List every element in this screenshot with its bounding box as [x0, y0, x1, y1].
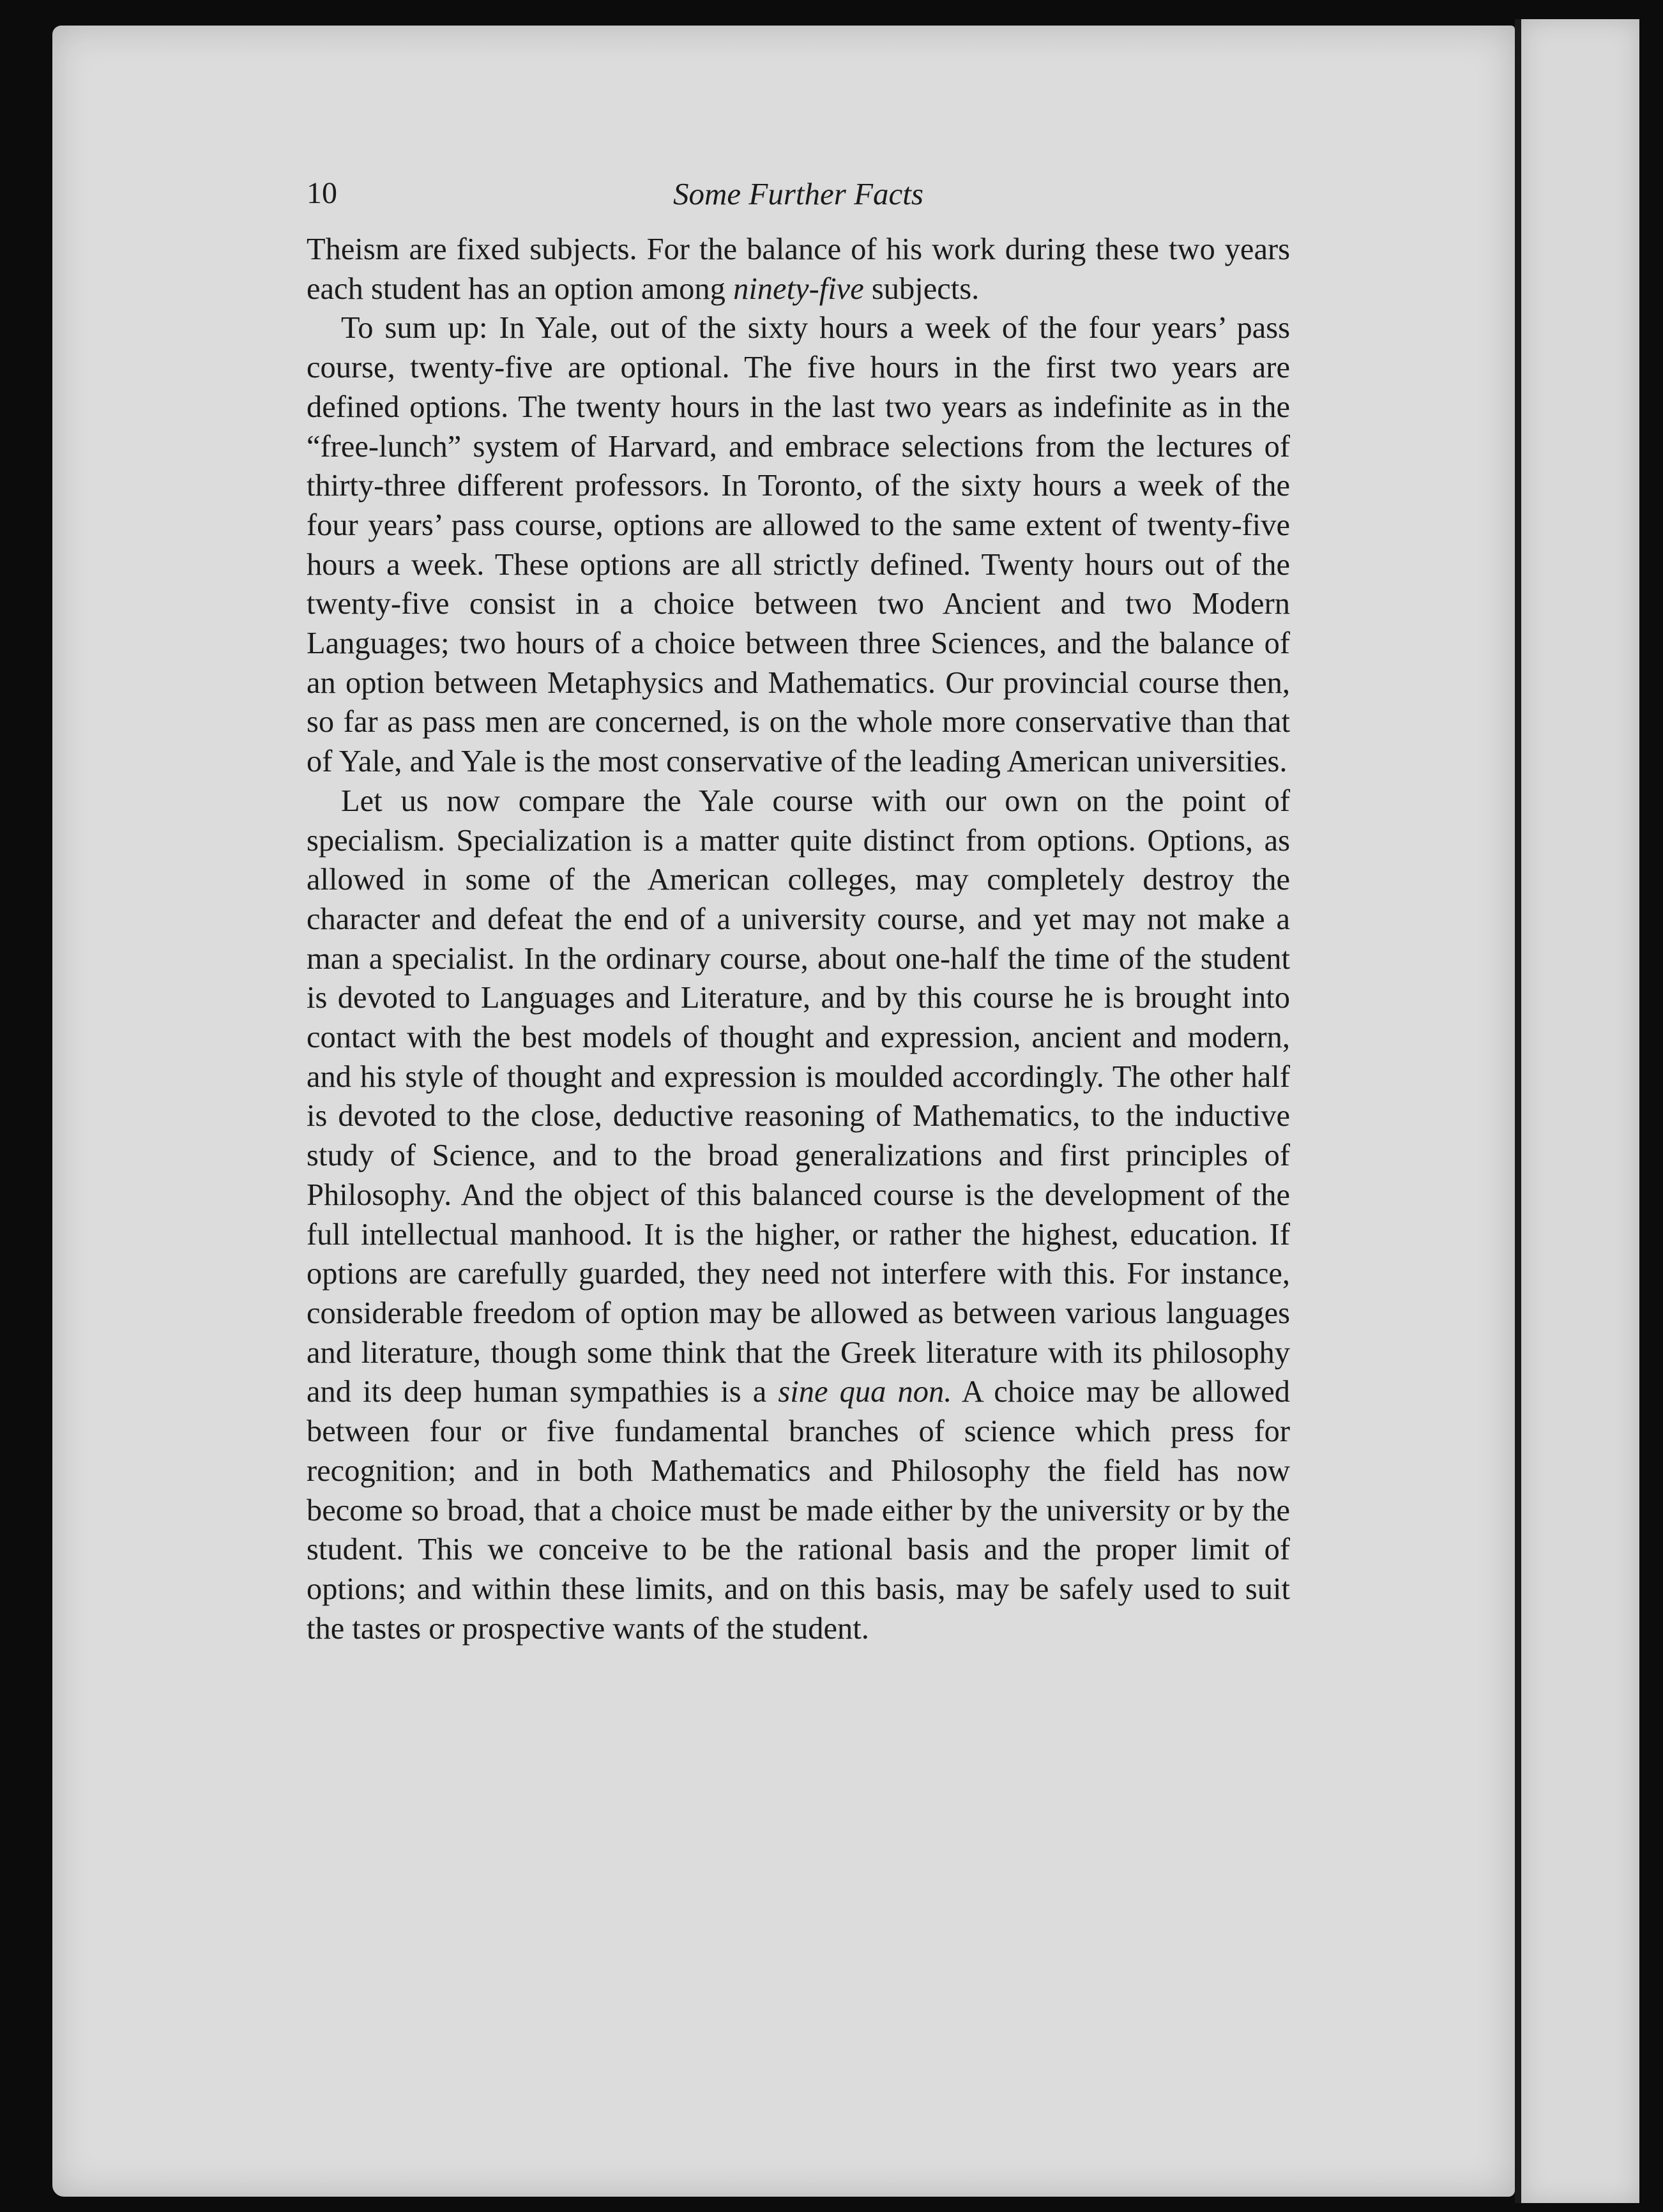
page-text-block	[307, 163, 1290, 1648]
paragraph-3	[307, 782, 1290, 1648]
italic-emphasis: sine qua non.	[778, 1375, 952, 1409]
paragraph-text: subjects.	[863, 271, 980, 306]
paragraph-text: Let us now compare the Yale course with our own on the point of specialism. Specialization is a matter quite distinct from options. Options, as allowed in some of the American colleges, may completely destroy the character and defeat the end of a university course, and yet may not make a man a specialist. In the ordinary course, about one-half the time of the student is devoted to Languages and Literature, and by this course he is brought into contact with the best models of thought and expression, ancient and modern, and his style of thought and expression is moulded accordingly. The other half is devoted to the close, deductive reasoning of Mathematics, to the inductive study of Science, and to the broad generalizations and first principles of Philosophy. And the object of this balanced course is the development of the full intellectual manhood. It is the higher, or rather the highest, education. If options are carefully guarded, they need not interfere with this. For instance, considerable freedom of option may be allowed as between various languages and literature, though some think that the Greek literature with its philosophy and its deep human sympathies is a	[307, 784, 1290, 1409]
italic-emphasis: ninety-five	[733, 271, 864, 306]
paragraph-2	[307, 308, 1290, 781]
paragraph-text: To sum up: In Yale, out of the sixty hours a week of the four years’ pass course, twenty-five are optional. The five hours in the first two years are defined options. The twenty hours in the last two years as indefinite as in the “free-lunch” system of Harvard, and embrace selections from the lectures of thirty-three different professors. In Toronto, of the sixty hours a week of the four years’ pass course, options are allowed to the same extent of twenty-five hours a week. These options are all strictly defined. Twenty hours out of the twenty-five consist in a choice between two Ancient and two Modern Languages; two hours of a choice between three Sciences, and the balance of an option between Metaphysics and Mathematics. Our provincial course then, so far as pass men are concerned, is on the whole more conservative than that of Yale, and Yale is the most conservative of the leading American universities.	[307, 311, 1290, 779]
paragraph-text: A choice may be allowed between four or five fundamental branches of science which press for recognition; and in both Mathematics and Philosophy the field has now become so broad, that a choice must be made either by the university or by the student. This we conceive to be the rational basis and the proper limit of options; and within these limits, and on this basis, may be safely used to suit the tastes or prospective wants of the student.	[307, 1375, 1290, 1646]
page-header	[307, 163, 1290, 230]
paragraph-1	[307, 230, 1290, 308]
page-number: 10	[307, 176, 337, 210]
facing-page-edge	[1515, 19, 1639, 2203]
paragraph-text: Theism are fixed subjects. For the balance of his work during these two years each student has an option among	[307, 232, 1290, 306]
running-head: Some Further Facts	[673, 176, 923, 211]
